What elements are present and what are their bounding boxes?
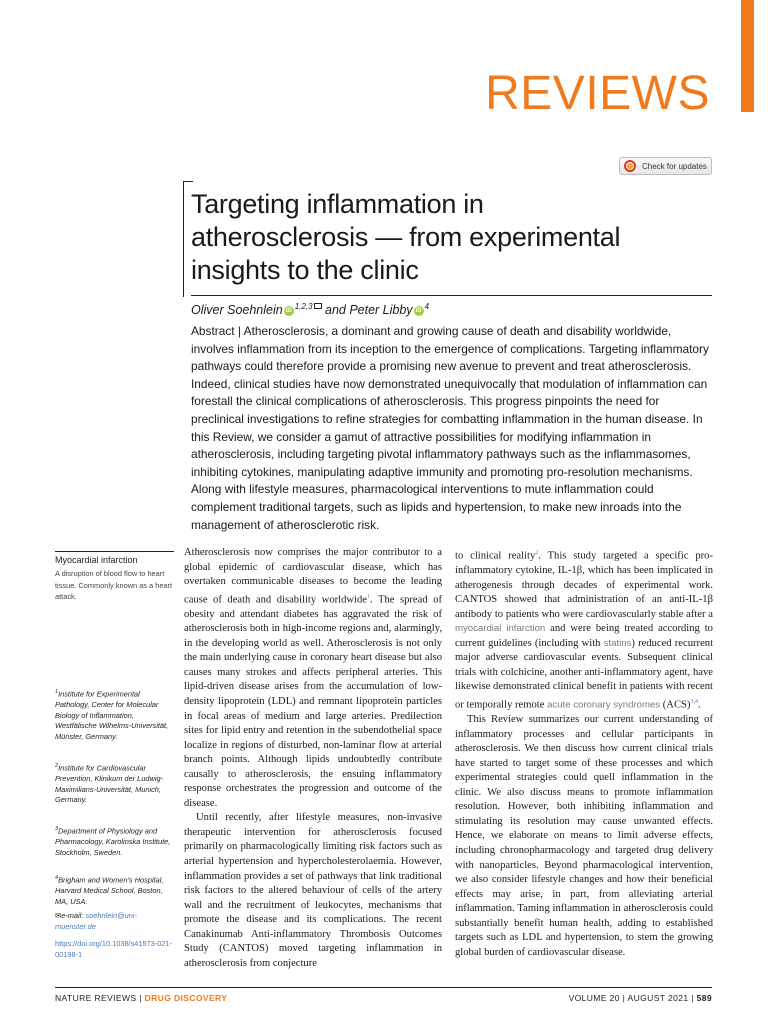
affiliation-number: 2 <box>55 763 59 769</box>
doi-link[interactable]: https://doi.org/10.1038/s41573-021-00198-1 <box>55 939 173 959</box>
affiliation-number: 1 <box>55 689 59 695</box>
body-text: to clinical reality <box>455 550 536 562</box>
body-paragraph <box>455 546 713 713</box>
body-text: ) reduced recurrent major adverse cardiovascular events. Subsequent clinical trials with colchicine, another anti-inflammatory agent, have likewise demonstrated clinical benefit in patients with recent or temporally remote <box>455 637 714 711</box>
section-label: REVIEWS <box>485 67 710 120</box>
author-name[interactable]: Peter Libby <box>349 303 413 318</box>
orcid-icon[interactable]: iD <box>285 307 292 314</box>
affiliation-text: Brigham and Women's Hospital, Harvard Medical School, Boston, MA, USA. <box>55 875 164 906</box>
orcid-icon[interactable]: iD <box>415 307 422 314</box>
title-bracket <box>183 181 184 297</box>
abstract: Abstract | Atherosclerosis, a dominant and growing cause of death and disability worldwide, involves inflammation from its inception to the emergence of complications. Targeting inflammatory pathways could therefore provide a promising new avenue to prevent and treat atherosclerosis. Indeed, clinical studies have now demonstrated unequivocally that modulation of inflammation can forestall the clinical complications of atherosclerosis. This progress pinpoints the need for preclinical investigations to refine strategies for combatting inflammation in the human disease. In this Review, we consider a gamut of attractive possibilities for modifying inflammation in atherosclerosis, including targeting pivotal inflammatory pathways such as the inflammasomes, inhibiting cytokines, manipulating adaptive immunity and promoting pro-resolution mechanisms. Along with lifestyle measures, pharmacological interventions to mute inflammation could complement traditional targets, such as lipids and hypertension, to make new inroads into the management of atherosclerotic risk. <box>191 324 709 532</box>
glossary-link[interactable]: myocardial infarction <box>455 623 546 635</box>
body-text: . The spread of obesity and attendant diabetes has aggravated the risk of atherosclerosis both in high-income regions and, alarmingly, in the developing world as well. Atherosclerosis is not only the main underlying cause in coronary heart disease but also causes many strokes and affects peripheral arteries. This lipid-driven disease arises from the accumulation of low-density lipoprotein (LDL) and remnant lipoprotein particles in focal areas of medium and large arteries. Predilection sites for lipid entry and retention in the subendothelial space localize in regions of disturbed, non-laminar flow at arterial branch points. Although lipids undoubtedly contribute causally to atherosclerosis, the ensuing inflammatory response orchestrates the progression and outcome of the disease. <box>184 594 442 809</box>
email-label: e-mail: <box>61 911 86 920</box>
glossary-definition: A disruption of blood flow to heart tissue. Commonly known as a heart attack. <box>55 569 173 601</box>
volume-info: VOLUME 20 | AUGUST 2021 | <box>568 993 697 1003</box>
affiliation-number: 4 <box>55 875 59 881</box>
body-paragraph: Until recently, after lifestyle measures, non-invasive therapeutic intervention for atherosclerosis focused primarily on pharmacologically limiting risk factors such as arterial hypertension and hypercholesterolaemia. However, inflammation provides a set of pathways that link traditional risk factors to the altered behaviour of cells of the artery wall and the recruitment of leukocytes, mechanisms that promote the disease and its complications. The recent Canakinumab Anti-inflammatory Thrombosis Outcomes Study (CANTOS) moved targeting inflammation in atherosclerosis from conjecture <box>184 812 442 969</box>
footer-divider <box>55 987 712 988</box>
glossary-term: Myocardial infarction <box>55 555 138 565</box>
citation-link[interactable]: 2 <box>535 550 539 556</box>
affiliation <box>55 761 173 806</box>
section-color-bar <box>741 0 754 112</box>
envelope-icon: ✉ <box>55 911 62 920</box>
glossary-divider <box>55 551 174 552</box>
body-column-left <box>184 546 442 971</box>
glossary-link[interactable]: acute coronary syndromes <box>547 699 661 711</box>
email-link[interactable]: soehnlein@uni-muenster.de <box>55 911 137 931</box>
journal-section: DRUG DISCOVERY <box>144 993 228 1003</box>
glossary-link[interactable]: statins <box>603 637 632 649</box>
body-text: . <box>697 699 701 711</box>
body-column-right <box>455 546 713 960</box>
title-line: atherosclerosis — from experimental <box>191 222 621 252</box>
citation-link[interactable]: 3,4 <box>690 699 698 705</box>
check-updates-label: Check for updates <box>642 161 707 171</box>
affiliation-text: Institute for Experimental Pathology, Center for Molecular Biology of Inflammation, Westfälische Wilhelms-Universität, Münster, Germany. <box>55 689 169 741</box>
title-bracket-top <box>183 181 193 182</box>
affiliation <box>55 687 173 742</box>
affiliation-number: 3 <box>55 826 59 832</box>
body-text: and were being treated according to current guidelines (including with <box>455 623 713 649</box>
author-line <box>191 302 429 317</box>
author-name[interactable]: Oliver Soehnlein <box>191 303 283 318</box>
author-conjunction: and <box>321 303 350 318</box>
affiliation <box>55 824 173 858</box>
title-line: Targeting inflammation in <box>191 189 484 219</box>
footer-volume <box>569 993 712 1003</box>
title-divider <box>191 295 712 296</box>
body-text: Atherosclerosis now comprises the major contributor to a global epidemic of cardiovascular disease, which has overtaken communicable diseases to become the leading cause of death and disability worldwide <box>184 547 442 606</box>
crossmark-icon <box>624 160 636 172</box>
body-paragraph <box>184 546 442 811</box>
body-paragraph: This Review summarizes our current understanding of inflammatory processes and cellular participants in atherosclerosis. We then discuss how current clinical trials have started to target some of these processes and which experimental strategies could quell inflammation in the clinic. We also discuss means to promote inflammation resolution. However, both inhibiting inflammation and stimulating its resolution may cause unwanted effects. Hence, we elaborate on means to limit adverse effects, including chronopharmacology and targeted drug delivery with nanoparticles. Beyond pharmacological intervention, we also consider lifestyle changes and how their beneficial effects may arise, in part, from alleviating arterial inflammation. Taming inflammation in atherosclerosis could substantially benefit human health, adding to established targets such as LDL and hypertension, to stem the growing global burden of cardiovascular disease. <box>455 714 713 958</box>
affiliation-text: Department of Physiology and Pharmacology, Karolinska Institute, Stockholm, Sweden. <box>55 826 171 857</box>
affiliation-text: Institute for Cardiovascular Prevention, Klinikum der Ludwig-Maximilians-Universität, Munich, Germany. <box>55 763 164 805</box>
check-for-updates-button[interactable] <box>619 157 712 175</box>
author-affiliation-sup: 1,2,3 <box>294 302 313 311</box>
affiliation <box>55 873 173 907</box>
body-text: . This study targeted a specific pro-inflammatory cytokine, IL-1β, which has been implicated in atherogenesis through decades of experimental work. CANTOS showed that administration of an anti-IL-1β antibody to patients who were cardiovascularly stable after a <box>455 550 713 620</box>
author-affiliation-sup: 4 <box>424 302 430 311</box>
citation-link[interactable]: 1 <box>366 593 370 600</box>
page-number: 589 <box>696 993 712 1003</box>
article-title <box>191 188 721 287</box>
title-line: insights to the clinic <box>191 255 419 285</box>
footer-journal <box>55 993 227 1003</box>
journal-name: NATURE REVIEWS | <box>55 993 145 1003</box>
envelope-icon[interactable] <box>314 303 322 309</box>
corresponding-email <box>55 911 173 932</box>
body-text: (ACS) <box>660 699 691 711</box>
